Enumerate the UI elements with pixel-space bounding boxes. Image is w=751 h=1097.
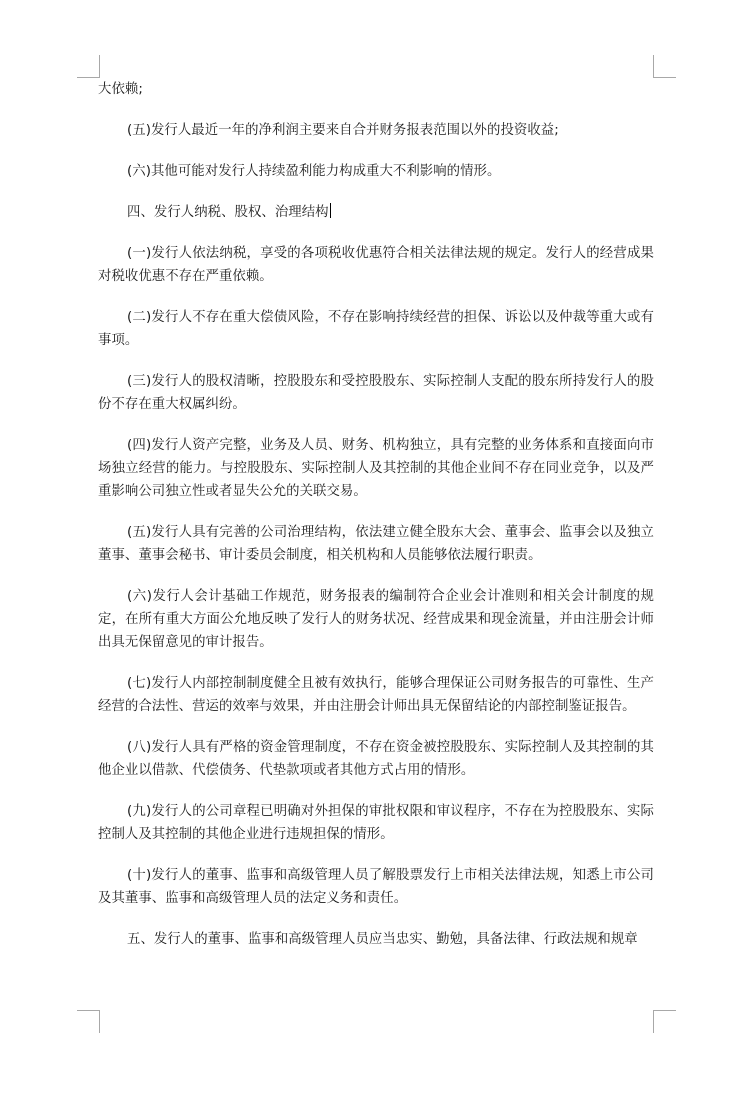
paragraph xyxy=(98,736,654,782)
paragraph-text: (七)发行人内部控制制度健全且被有效执行，能够合理保证公司财务报告的可靠性、生产经营的合法性、营运的效率与效果，并由注册会计师出具无保留结论的内部控制鉴证报告。 xyxy=(98,676,654,714)
paragraph xyxy=(98,306,654,352)
paragraph-text: (二)发行人不存在重大偿债风险，不存在影响持续经营的担保、诉讼以及仲裁等重大或有事项。 xyxy=(98,310,654,348)
crop-mark-bottom-right xyxy=(653,1010,676,1033)
paragraph xyxy=(98,800,654,846)
crop-mark-bottom-left xyxy=(77,1010,100,1033)
paragraph xyxy=(98,928,654,951)
paragraph-text: (十)发行人的董事、监事和高级管理人员了解股票发行上市相关法律法规，知悉上市公司及其董事、监事和高级管理人员的法定义务和责任。 xyxy=(98,868,654,906)
paragraph xyxy=(98,521,654,567)
paragraph xyxy=(98,160,654,183)
paragraph-text: 四、发行人纳税、股权、治理结构 xyxy=(127,205,329,220)
paragraph-text: (六)发行人会计基础工作规范，财务报表的编制符合企业会计准则和相关会计制度的规定，在所有重大方面公允地反映了发行人的财务状况、经营成果和现金流量，并由注册会计师出具无保留意见的审计报告。 xyxy=(98,589,654,650)
document-body[interactable] xyxy=(98,78,654,969)
paragraph xyxy=(98,119,654,142)
paragraph-text: (三)发行人的股权清晰，控股股东和受控股股东、实际控制人支配的股东所持发行人的股份不存在重大权属纠纷。 xyxy=(98,374,654,412)
paragraph xyxy=(98,434,654,503)
paragraph-text: (六)其他可能对发行人持续盈利能力构成重大不利影响的情形。 xyxy=(127,164,501,179)
crop-mark-top-left xyxy=(77,55,100,78)
paragraph xyxy=(98,370,654,416)
paragraph-text: 五、发行人的董事、监事和高级管理人员应当忠实、勤勉，具备法律、行政法规和规章 xyxy=(127,932,638,947)
paragraph-text: (五)发行人最近一年的净利润主要来自合并财务报表范围以外的投资收益; xyxy=(127,123,559,138)
paragraph-text: 大依赖; xyxy=(98,82,143,97)
paragraph xyxy=(98,672,654,718)
paragraph-text: (一)发行人依法纳税，享受的各项税收优惠符合相关法律法规的规定。发行人的经营成果对税收优惠不存在严重依赖。 xyxy=(98,246,654,284)
paragraph xyxy=(98,585,654,654)
paragraph-text: (五)发行人具有完善的公司治理结构，依法建立健全股东大会、董事会、监事会以及独立董事、董事会秘书、审计委员会制度，相关机构和人员能够依法履行职责。 xyxy=(98,525,654,563)
paragraph-text: (四)发行人资产完整，业务及人员、财务、机构独立，具有完整的业务体系和直接面向市场独立经营的能力。与控股股东、实际控制人及其控制的其他企业间不存在同业竞争，以及严重影响公司独立性或者显失公允的关联交易。 xyxy=(98,438,654,499)
text-cursor xyxy=(330,203,331,218)
paragraph-text: (八)发行人具有严格的资金管理制度，不存在资金被控股股东、实际控制人及其控制的其他企业以借款、代偿债务、代垫款项或者其他方式占用的情形。 xyxy=(98,740,654,778)
paragraph xyxy=(98,201,654,224)
crop-mark-top-right xyxy=(653,55,676,78)
paragraph xyxy=(98,864,654,910)
paragraph-text: (九)发行人的公司章程已明确对外担保的审批权限和审议程序，不存在为控股股东、实际控制人及其控制的其他企业进行违规担保的情形。 xyxy=(98,804,654,842)
paragraph xyxy=(98,78,654,101)
paragraph xyxy=(98,242,654,288)
